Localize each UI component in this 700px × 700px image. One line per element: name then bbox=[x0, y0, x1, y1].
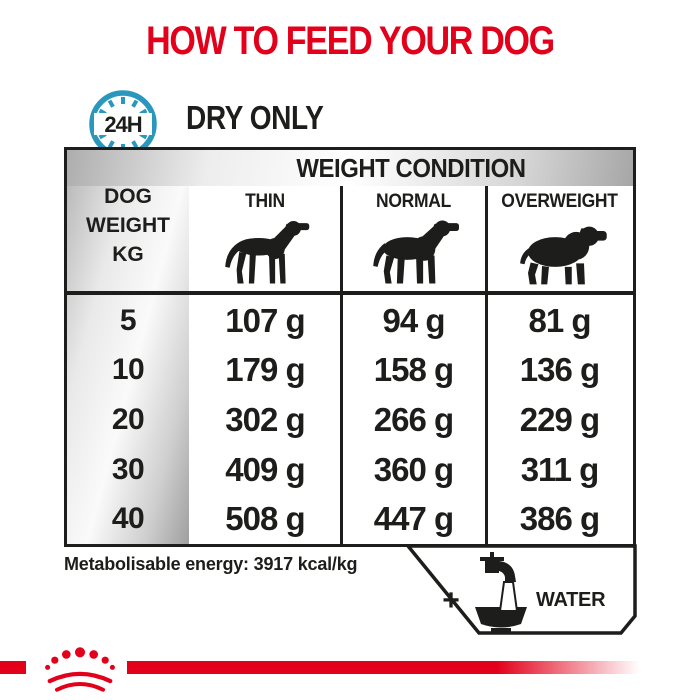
thin-dog-cell bbox=[189, 214, 341, 290]
dog-weight-value: 10 bbox=[111, 353, 145, 387]
water-label: WATER bbox=[536, 589, 606, 611]
ration-thin: 508 g bbox=[225, 500, 305, 538]
column-header-normal: NORMAL bbox=[375, 191, 452, 212]
ration-thin: 302 g bbox=[225, 400, 305, 438]
dog-weight-value: 20 bbox=[111, 402, 145, 436]
overweight-dog-cell bbox=[486, 214, 633, 290]
ration-overweight: 386 g bbox=[519, 500, 600, 538]
feeding-table bbox=[64, 147, 636, 547]
ration-normal: 158 g bbox=[373, 351, 454, 389]
plus-sign: + bbox=[442, 584, 460, 617]
column-header-thin: THIN bbox=[245, 191, 285, 212]
feeding-amount-grid bbox=[67, 296, 633, 544]
brand-stripe bbox=[127, 661, 640, 674]
metabolisable-energy-note: Metabolisable energy: 3917 kcal/kg bbox=[64, 554, 358, 574]
weight-condition-header: WEIGHT CONDITION bbox=[296, 152, 526, 183]
normal-dog-cell bbox=[341, 214, 486, 290]
dog-weight-line-2: WEIGHT bbox=[86, 214, 170, 237]
ration-normal: 266 g bbox=[373, 400, 454, 438]
ration-thin: 179 g bbox=[225, 351, 305, 389]
thin-dog-silhouette-icon bbox=[213, 217, 318, 287]
ration-thin: 107 g bbox=[225, 301, 305, 339]
dog-weight-line-1: DOG bbox=[104, 185, 152, 208]
royal-canin-crown-logo bbox=[44, 645, 116, 697]
ration-overweight: 311 g bbox=[520, 450, 599, 488]
water-callout bbox=[394, 540, 643, 644]
dog-weight-kg-header bbox=[67, 182, 189, 269]
ration-overweight: 81 g bbox=[528, 301, 591, 339]
clock-24h-label: 24H bbox=[104, 112, 142, 137]
brand-stripe-left bbox=[0, 661, 26, 674]
normal-dog-silhouette-icon bbox=[361, 217, 466, 287]
dog-weight-value: 40 bbox=[111, 502, 145, 536]
column-header-overweight: OVERWEIGHT bbox=[501, 191, 618, 212]
header-divider-line bbox=[67, 291, 633, 295]
page-title: HOW TO FEED YOUR DOG bbox=[146, 19, 554, 63]
ration-overweight: 229 g bbox=[519, 400, 600, 438]
dog-weight-value: 5 bbox=[119, 303, 137, 337]
dog-weight-value: 30 bbox=[111, 452, 145, 486]
ration-normal: 447 g bbox=[373, 500, 454, 538]
dry-only-label: DRY ONLY bbox=[186, 99, 324, 136]
ration-thin: 409 g bbox=[225, 450, 305, 488]
dog-weight-line-3: KG bbox=[112, 243, 144, 266]
ration-normal: 94 g bbox=[382, 301, 445, 339]
ration-overweight: 136 g bbox=[519, 351, 600, 389]
overweight-dog-silhouette-icon bbox=[507, 217, 612, 287]
ration-normal: 360 g bbox=[373, 450, 454, 488]
